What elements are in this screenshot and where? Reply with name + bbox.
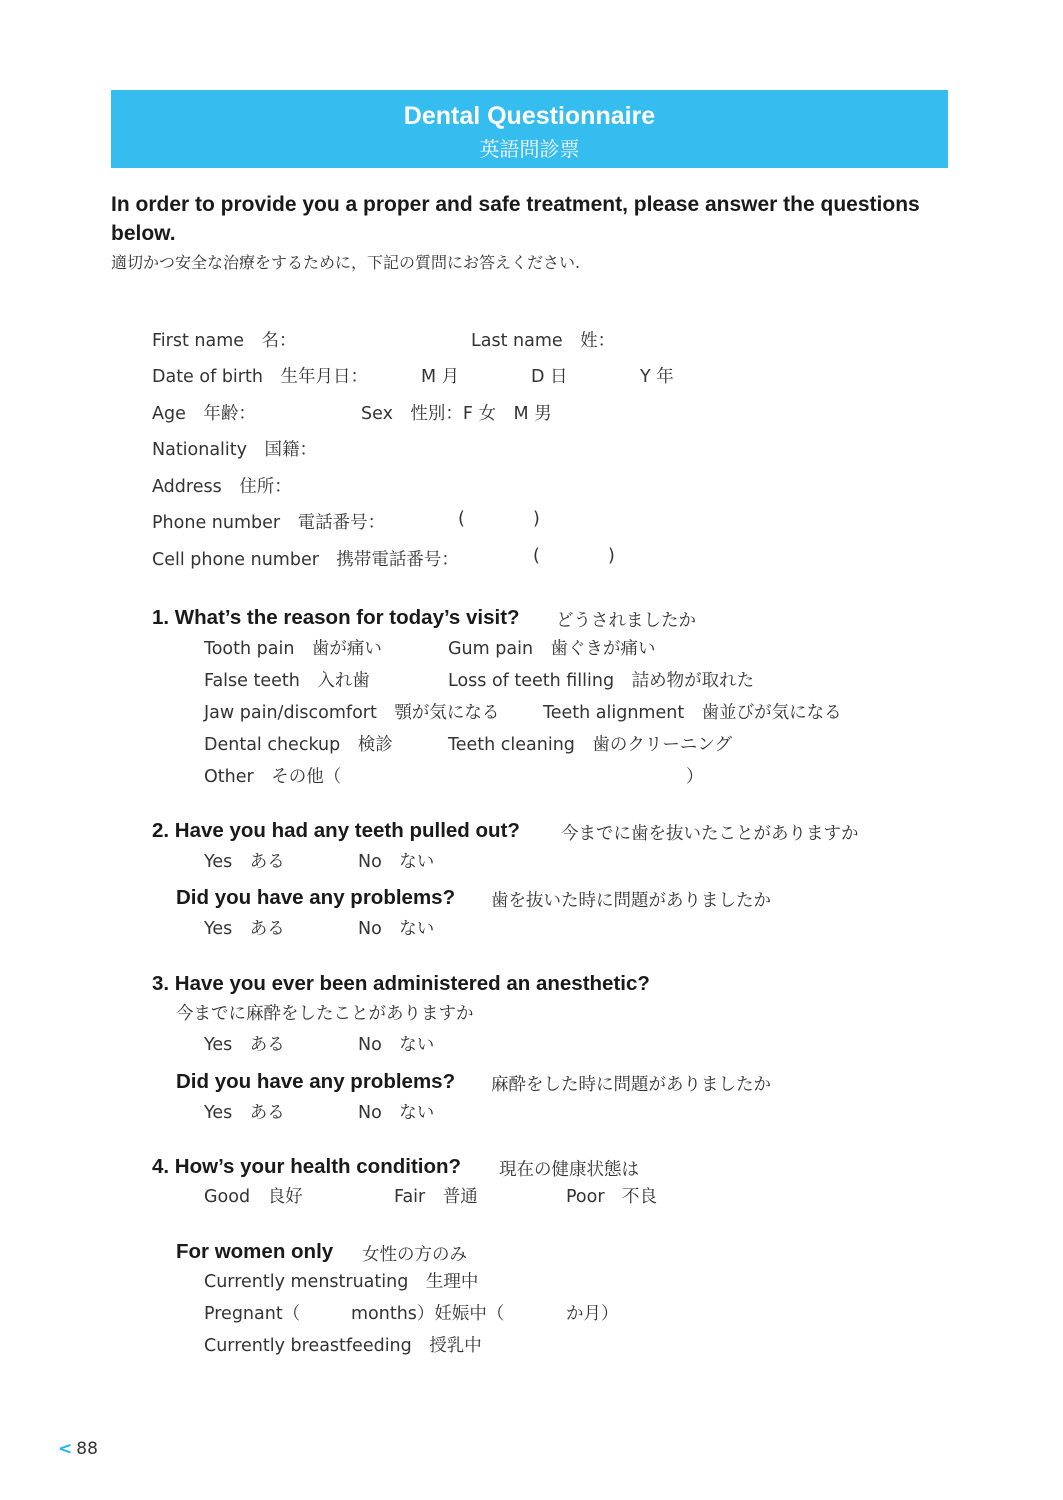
q1-option-false-teeth[interactable]: False teeth 入れ歯	[204, 671, 370, 691]
q1-option-jaw-pain[interactable]: Jaw pain/discomfort 顎が気になる	[204, 703, 500, 723]
dob-field[interactable]: Date of birth 生年月日：	[152, 367, 368, 387]
q3-yes[interactable]: Yes ある	[204, 1035, 285, 1055]
q1-title: 1. What’s the reason for today’s visit?	[152, 606, 520, 629]
q2-sub-title-jp: 歯を抜いた時に問題がありましたか	[491, 891, 771, 911]
q4-title: 4. How’s your health condition?	[152, 1155, 462, 1178]
q2-title-jp: 今までに歯を抜いたことがありますか	[561, 824, 859, 844]
q1-other-close: ）	[686, 767, 704, 787]
q2-no[interactable]: No ない	[358, 852, 435, 872]
sex-field[interactable]: Sex 性別：F 女 M 男	[361, 404, 552, 424]
q1-option-tooth-pain[interactable]: Tooth pain 歯が痛い	[204, 639, 382, 659]
page-title: Dental Questionnaire	[403, 102, 656, 130]
q3-sub-title: Did you have any problems?	[176, 1070, 456, 1093]
q4-fair[interactable]: Fair 普通	[394, 1187, 478, 1207]
phone-paren-close: )	[533, 509, 540, 529]
phone-paren-open: (	[458, 509, 465, 529]
dob-year[interactable]: Y 年	[640, 367, 674, 387]
q1-option-teeth-alignment[interactable]: Teeth alignment 歯並びが気になる	[543, 703, 842, 723]
dob-month[interactable]: M 月	[421, 367, 460, 387]
page-number	[58, 1439, 98, 1459]
q3-title-jp: 今までに麻酔をしたことがありますか	[176, 1004, 474, 1024]
q4-good[interactable]: Good 良好	[204, 1187, 303, 1207]
q1-title-jp: どうされましたか	[556, 611, 696, 631]
q3-sub-no[interactable]: No ない	[358, 1103, 435, 1123]
q1-option-other[interactable]: Other その他（	[204, 767, 342, 787]
q4-title-jp: 現在の健康状態は	[499, 1160, 639, 1180]
cell-paren-open: (	[533, 546, 540, 566]
first-name-field[interactable]: First name 名：	[152, 331, 297, 351]
women-pregnant-months: months）妊娠中（	[351, 1304, 505, 1324]
cell-phone-field[interactable]: Cell phone number 携帯電話番号：	[152, 550, 459, 570]
last-name-field[interactable]: Last name 姓：	[471, 331, 616, 351]
page-arrow-icon: <	[58, 1439, 73, 1459]
q2-sub-yes[interactable]: Yes ある	[204, 919, 285, 939]
q2-sub-no[interactable]: No ない	[358, 919, 435, 939]
women-menstruating[interactable]: Currently menstruating 生理中	[204, 1272, 479, 1292]
title-banner	[111, 90, 948, 168]
page-number-value: 88	[76, 1439, 98, 1459]
q2-sub-title: Did you have any problems?	[176, 886, 456, 909]
intro-text-en-2: below.	[111, 222, 176, 245]
women-breastfeeding[interactable]: Currently breastfeeding 授乳中	[204, 1336, 482, 1356]
q1-option-loss-filling[interactable]: Loss of teeth filling 詰め物が取れた	[448, 671, 755, 691]
women-title-jp: 女性の方のみ	[362, 1245, 467, 1265]
page-subtitle: 英語問診票	[479, 137, 580, 161]
q2-title: 2. Have you had any teeth pulled out?	[152, 819, 520, 842]
phone-field[interactable]: Phone number 電話番号：	[152, 513, 386, 533]
nationality-field[interactable]: Nationality 国籍：	[152, 440, 318, 460]
cell-paren-close: )	[608, 546, 615, 566]
q1-option-dental-checkup[interactable]: Dental checkup 検診	[204, 735, 393, 755]
women-pregnant-months-jp: か月）	[566, 1304, 619, 1324]
women-title: For women only	[176, 1240, 334, 1263]
intro-text-en-1: In order to provide you a proper and safe treatment, please answer the questions	[111, 193, 920, 216]
q1-option-gum-pain[interactable]: Gum pain 歯ぐきが痛い	[448, 639, 656, 659]
q3-no[interactable]: No ない	[358, 1035, 435, 1055]
q3-sub-yes[interactable]: Yes ある	[204, 1103, 285, 1123]
q3-title: 3. Have you ever been administered an anesthetic?	[152, 972, 650, 995]
address-field[interactable]: Address 住所：	[152, 477, 292, 497]
women-pregnant[interactable]: Pregnant（	[204, 1304, 301, 1324]
q4-poor[interactable]: Poor 不良	[566, 1187, 658, 1207]
intro-text-jp: 適切かつ安全な治療をするために，下記の質問にお答えください.	[111, 253, 581, 272]
dob-day[interactable]: D 日	[531, 367, 568, 387]
age-field[interactable]: Age 年齢：	[152, 404, 256, 424]
q1-option-teeth-cleaning[interactable]: Teeth cleaning 歯のクリーニング	[448, 735, 733, 755]
q2-yes[interactable]: Yes ある	[204, 852, 285, 872]
q3-sub-title-jp: 麻酔をした時に問題がありましたか	[491, 1075, 771, 1095]
